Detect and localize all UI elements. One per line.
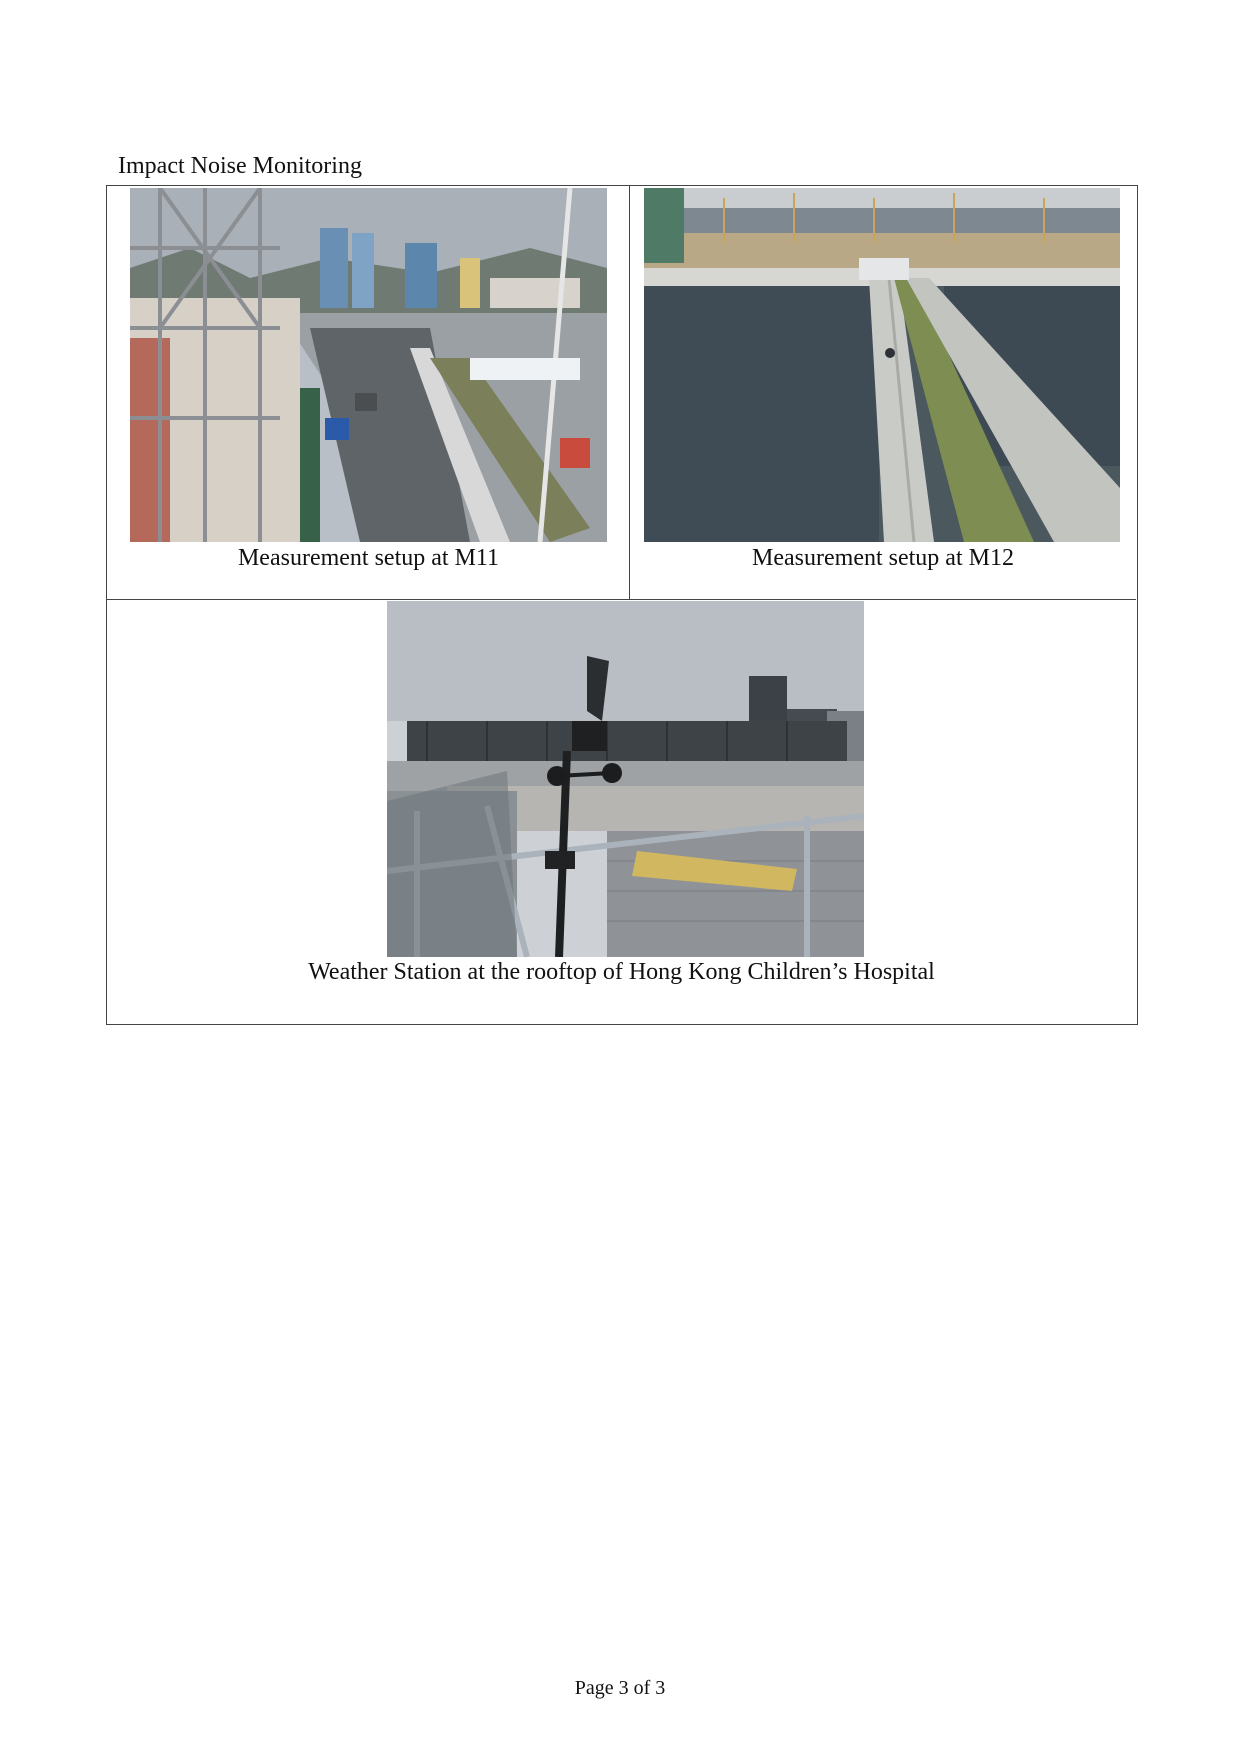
- construction-road-photo: [130, 188, 607, 542]
- section-heading: Impact Noise Monitoring: [118, 153, 362, 179]
- photo-cell-m11: [107, 186, 630, 600]
- photo-cell-m12: [630, 186, 1136, 600]
- weather-station-photo: [387, 601, 864, 957]
- page-number: Page 3 of 3: [574, 1677, 666, 1699]
- photo-caption-m11: Measurement setup at M11: [237, 545, 500, 571]
- harbour-walkway-photo: [644, 188, 1120, 542]
- photo-caption-weather-station: Weather Station at the rooftop of Hong Kong Children’s Hospital: [308, 959, 935, 985]
- photo-table: [106, 185, 1138, 1025]
- photo-cell-weather-station: [107, 600, 1136, 1023]
- photo-caption-m12: Measurement setup at M12: [752, 545, 1014, 571]
